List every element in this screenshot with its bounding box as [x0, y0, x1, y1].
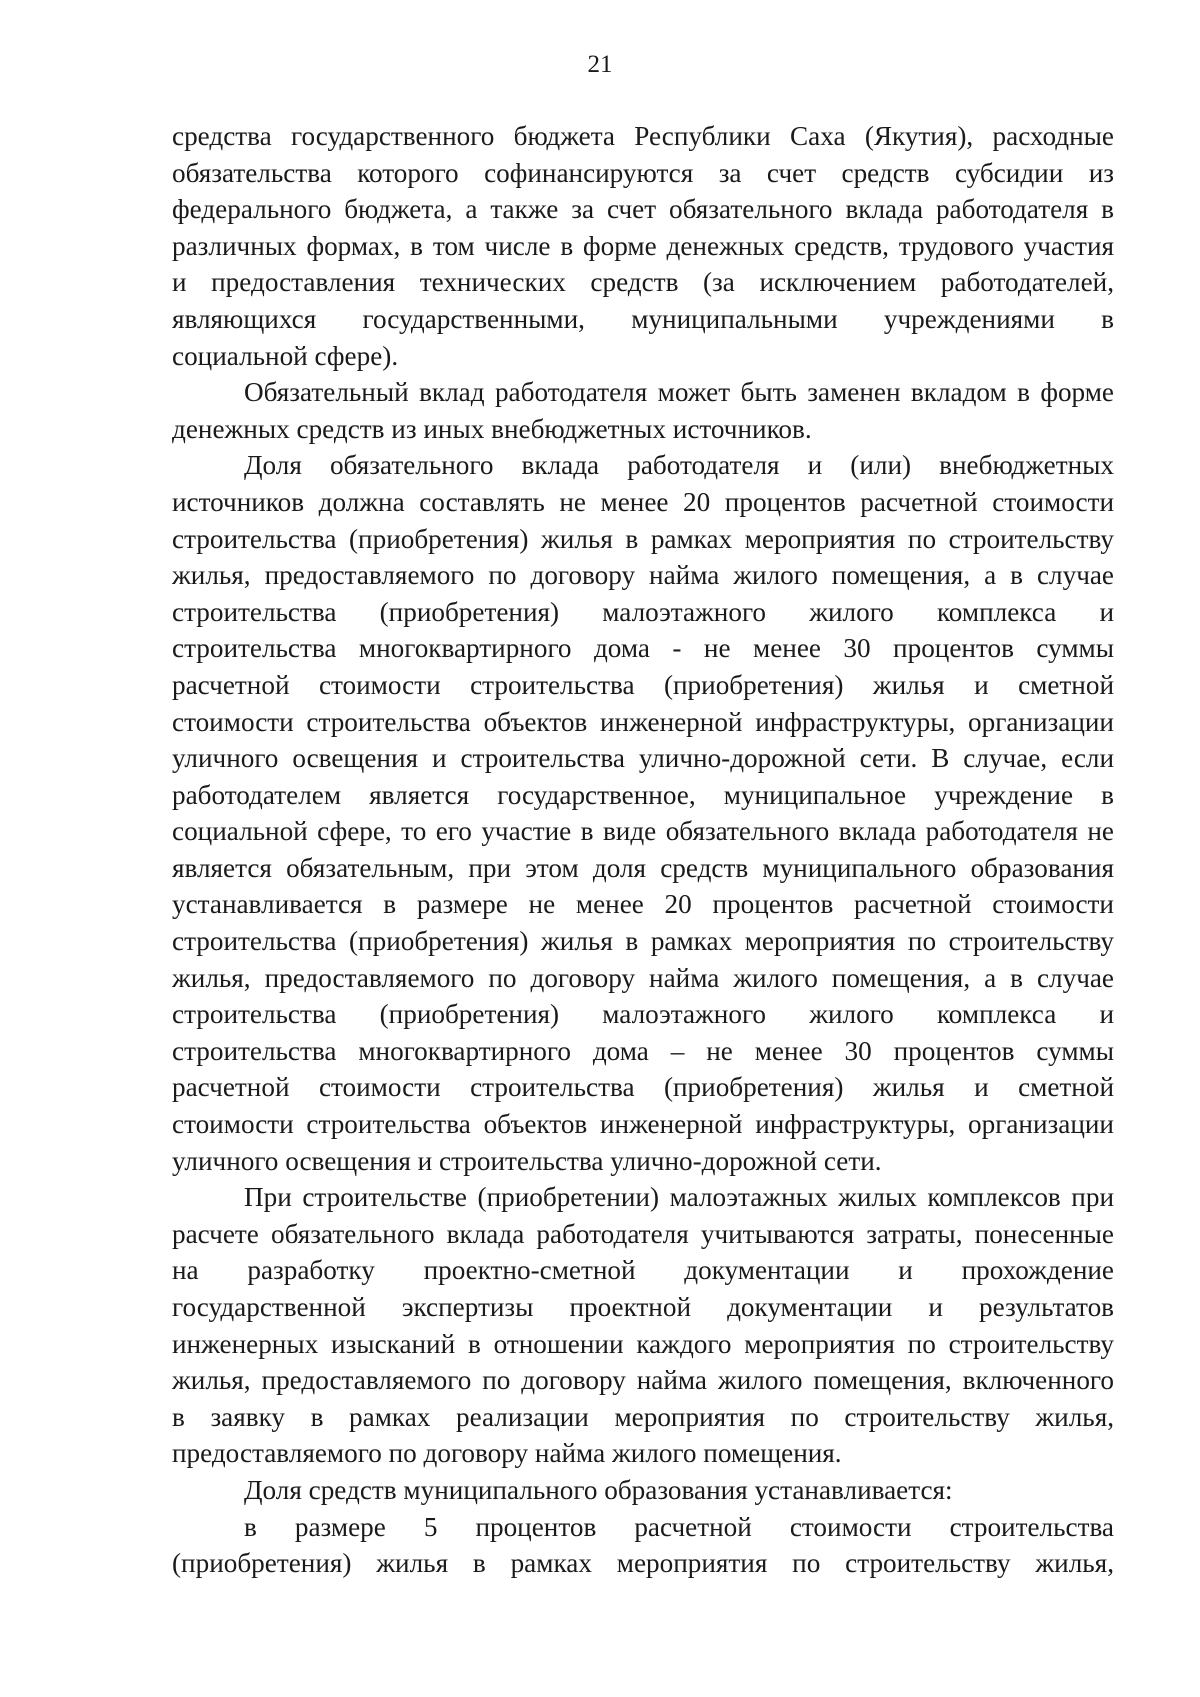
text-line: инженерных изысканий в отношении каждого мероприятия по строительству	[172, 1328, 1114, 1359]
text-line: государственной экспертизы проектной документации и результатов	[172, 1292, 1114, 1322]
text-line: обязательства которого софинансируются за счет средств субсидии из	[172, 157, 1114, 188]
text-line: стоимости строительства объектов инженерной инфраструктуры, организации	[172, 1109, 1114, 1140]
text-line: на разработку проектно-сметной документации и прохождение	[172, 1255, 1114, 1286]
text-line: денежных средств из иных внебюджетных источников.	[172, 413, 812, 444]
document-body	[172, 118, 1114, 1582]
text-line: строительства (приобретения) малоэтажного жилого комплекса и	[172, 596, 1114, 627]
text-line: жилья, предоставляемого по договору найма жилого помещения, включенного	[172, 1365, 1114, 1396]
text-line: строительства (приобретения) жилья в рамках мероприятия по строительству	[172, 523, 1114, 554]
text-line: являющихся государственными, муниципальными учреждениями в	[172, 303, 1114, 334]
text-line: уличного освещения и строительства улично-дорожной сети.	[172, 1145, 882, 1176]
text-line: строительства многоквартирного дома – не менее 30 процентов суммы	[172, 1035, 1114, 1066]
text-line: стоимости строительства объектов инженерной инфраструктуры, организации	[172, 706, 1114, 737]
text-line: работодателем является государственное, муниципальное учреждение в	[172, 779, 1114, 810]
text-line: уличного освещения и строительства улично-дорожной сети. В случае, если	[172, 743, 1114, 774]
text-line: Доля средств муниципального образования устанавливается:	[244, 1474, 953, 1505]
text-line: в заявку в рамках реализации мероприятия по строительству жилья,	[172, 1401, 1114, 1432]
text-line: Доля обязательного вклада работодателя и (или) внебюджетных	[244, 450, 1114, 481]
text-line: и предоставления технических средств (за исключением работодателей,	[172, 267, 1114, 298]
text-line: жилья, предоставляемого по договору найма жилого помещения, а в случае	[172, 560, 1114, 591]
text-line: устанавливается в размере не менее 20 процентов расчетной стоимости	[172, 889, 1114, 920]
text-line: социальной сфере, то его участие в виде обязательного вклада работодателя не	[172, 816, 1114, 847]
text-line: федерального бюджета, а также за счет обязательного вклада работодателя в	[172, 194, 1114, 225]
text-line: При строительстве (приобретении) малоэтажных жилых комплексов при	[244, 1182, 1114, 1213]
text-line: строительства (приобретения) малоэтажного жилого комплекса и	[172, 999, 1114, 1030]
text-line: социальной сфере).	[172, 340, 399, 371]
text-line: расчете обязательного вклада работодателя учитываются затраты, понесенные	[172, 1218, 1114, 1249]
text-line: средства государственного бюджета Республики Саха (Якутия), расходные	[172, 121, 1114, 151]
text-line: (приобретения) жилья в рамках мероприятия по строительству жилья,	[172, 1548, 1114, 1579]
text-line: Обязательный вклад работодателя может быть заменен вкладом в форме	[244, 377, 1114, 408]
text-line: предоставляемого по договору найма жилого помещения.	[172, 1438, 842, 1469]
text-line: различных формах, в том числе в форме денежных средств, трудового участия	[172, 230, 1114, 261]
text-line: строительства (приобретения) жилья в рамках мероприятия по строительству	[172, 926, 1114, 957]
text-line: является обязательным, при этом доля средств муниципального образования	[172, 852, 1114, 883]
text-line: источников должна составлять не менее 20 процентов расчетной стоимости	[172, 486, 1114, 517]
text-line: расчетной стоимости строительства (приобретения) жилья и сметной	[172, 1072, 1114, 1103]
page-number: 21	[587, 51, 613, 78]
text-line: в размере 5 процентов расчетной стоимости строительства	[244, 1511, 1114, 1542]
text-line: расчетной стоимости строительства (приобретения) жилья и сметной	[172, 669, 1114, 700]
text-line: строительства многоквартирного дома - не менее 30 процентов суммы	[172, 633, 1114, 664]
text-line: жилья, предоставляемого по договору найма жилого помещения, а в случае	[172, 962, 1114, 993]
